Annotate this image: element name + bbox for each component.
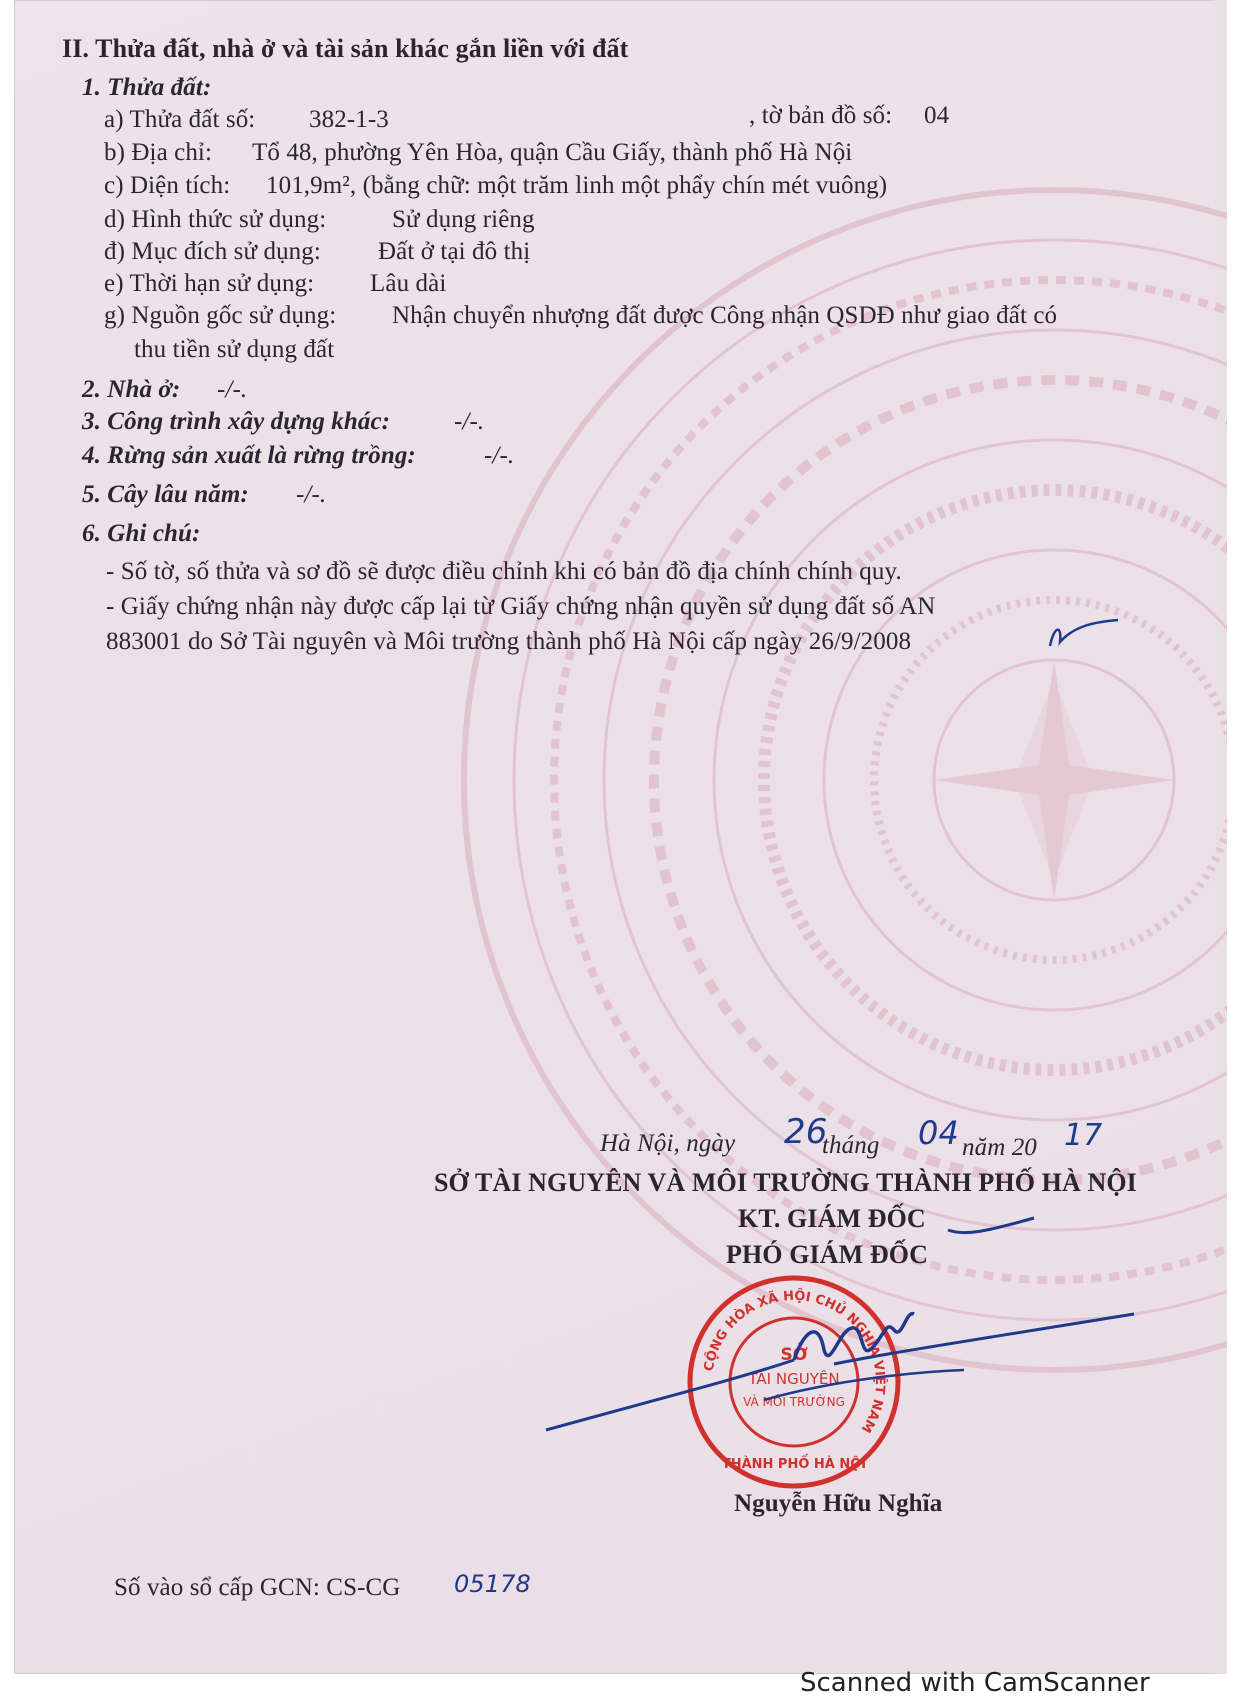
registry-number: 05178 [454,1570,531,1598]
seal-center-2: TÀI NGUYÊN [748,1370,840,1388]
notes-line-2: - Giấy chứng nhận này được cấp lại từ Giấy chứng nhận quyền sử dụng đất số AN [106,593,936,620]
land-heading: 1. Thửa đất: [82,74,212,101]
drum-watermark [454,180,1227,1380]
perennial-value: -/-. [296,481,327,508]
section-title: II. Thửa đất, nhà ở và tài sản khác gắn liền với đất [62,34,629,63]
perennial-heading: 5. Cây lâu năm: [82,481,249,508]
date-month-label: tháng [822,1132,880,1159]
origin-label: g) Nguồn gốc sử dụng: [104,302,337,329]
other-works-heading: 3. Công trình xây dựng khác: [82,408,391,435]
other-works-value: -/-. [454,408,485,435]
certificate-page [14,0,1227,1674]
house-heading: 2. Nhà ở: [82,376,181,403]
house-value: -/-. [217,376,248,403]
seal-bottom: THÀNH PHỐ HÀ NỘI [721,1457,867,1472]
parcel-value: 382-1-3 [309,106,389,133]
parcel-label: a) Thửa đất số: [104,106,256,133]
issuer-on-behalf: KT. GIÁM ĐỐC [738,1204,926,1233]
address-value: Tổ 48, phường Yên Hòa, quận Cầu Giấy, thành phố Hà Nội [252,139,853,166]
signer-name: Nguyễn Hữu Nghĩa [734,1490,943,1517]
map-value: 04 [924,102,950,129]
notes-line-3: 883001 do Sở Tài nguyên và Môi trường thành phố Hà Nội cấp ngày 26/9/2008 [106,628,912,655]
origin-value-2: thu tiền sử dụng đất [134,336,335,363]
purpose-label: đ) Mục đích sử dụng: [104,238,321,265]
term-label: e) Thời hạn sử dụng: [104,270,315,297]
initial-mark [1044,616,1124,656]
area-label: c) Diện tích: [104,172,231,199]
issuer-department: SỞ TÀI NGUYÊN VÀ MÔI TRƯỜNG THÀNH PHỐ HÀ NỘI [434,1168,1137,1197]
notes-line-1: - Số tờ, số thửa và sơ đồ sẽ được điều chỉnh khi có bản đồ địa chính chính quy. [106,558,902,585]
map-label: , tờ bản đồ số: [749,102,893,129]
notes-heading: 6. Ghi chú: [82,520,201,547]
date-day: 26 [784,1112,828,1152]
registry-label: Số vào sổ cấp GCN: CS-CG [114,1574,401,1601]
seal-center-3: VÀ MÔI TRƯỜNG [743,1395,845,1409]
date-month: 04 [918,1114,959,1152]
term-value: Lâu dài [370,270,447,297]
area-value: 101,9m², (bằng chữ: một trăm linh một phẩy chín mét vuông) [266,172,888,199]
signature [534,1300,1154,1480]
seal-center-1: SỞ [780,1345,808,1365]
origin-value-1: Nhận chuyển nhượng đất được Công nhận QSDĐ như giao đất có [392,302,1058,329]
address-label: b) Địa chỉ: [104,139,213,166]
scanner-watermark: Scanned with CamScanner [800,1668,1150,1698]
date-year-label: năm 20 [962,1134,1037,1161]
initial-mark-2 [944,1212,1044,1242]
purpose-value: Đất ở tại đô thị [378,238,531,265]
form-value: Sử dụng riêng [392,206,535,233]
forest-value: -/-. [484,442,515,469]
issuer-title: PHÓ GIÁM ĐỐC [726,1240,928,1269]
forest-heading: 4. Rừng sản xuất là rừng trồng: [82,442,416,469]
seal-ring-text: CỘNG HÒA XÃ HỘI CHỦ NGHĨA VIỆT NAM [701,1288,888,1436]
date-prefix: Hà Nội, ngày [600,1130,736,1157]
date-year: 17 [1064,1118,1103,1153]
form-label: d) Hình thức sử dụng: [104,206,327,233]
